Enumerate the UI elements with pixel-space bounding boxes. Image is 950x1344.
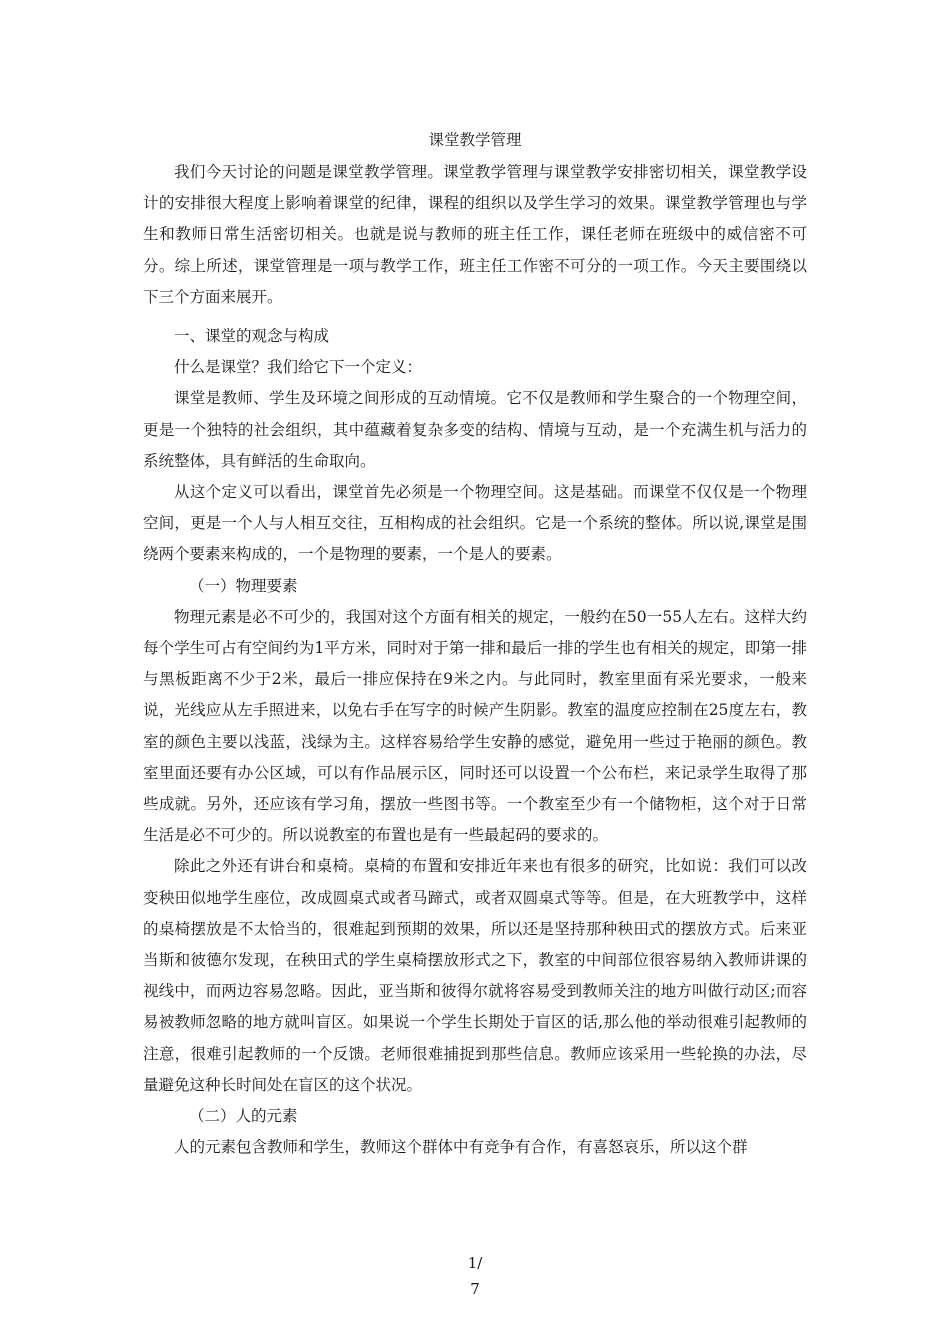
physical-paragraph-2: 除此之外还有讲台和桌椅。桌椅的布置和安排近年来也有很多的研究，比如说：我们可以改变秧田似地学生座位，改成圆桌式或者马蹄式，或者双圆桌式等等。但是，在大班教学中，这样的桌椅摆放是不太恰当的，很难起到预期的效果，所以还是坚持那种秧田式的摆放方式。后来亚当斯和彼德尔发现，在秧田式的学生桌椅摆放形式之下，教室的中间部位很容易纳入教师讲课的视线中，而两边容易忽略。因此，亚当斯和彼得尔就将容易受到教师关注的地方叫做行动区;而容易被教师忽略的地方就叫盲区。如果说一个学生长期处于盲区的话,那么他的举动很难引起教师的注意，很难引起教师的一个反馈。老师很难捕捉到那些信息。教师应该采用一些轮换的办法，尽量避免这种长时间处在盲区的这个状况。	[143, 857, 807, 1094]
page-number-total: 7	[470, 1280, 480, 1298]
physical-paragraph-1: 物理元素是必不可少的，我国对这个方面有相关的规定，一般约在50一55人左右。这样大约每个学生可占有空间约为1平方米，同时对于第一排和最后一排的学生也有相关的规定，即第一排与黑板距离不少于2米，最后一排应保持在9米之内。与此同时，教室里面有采光要求，一般来说，光线应从左手照进来，以免右手在写字的时候产生阴影。教室的温度应控制在25度左右，教室的颜色主要以浅蓝，浅绿为主。这样容易给学生安静的感觉，避免用一些过于艳丽的颜色。教室里面还要有办公区域，可以有作品展示区，同时还可以设置一个公布栏，来记录学生取得了那些成就。另外，还应该有学习角，摆放一些图书等。一个教室至少有一个储物柜，这个对于日常生活是必不可少的。所以说教室的布置也是有一些最起码的要求的。	[143, 607, 807, 845]
definition-paragraph: 课堂是教师、学生及环境之间形成的互动情境。它不仅是教师和学生聚合的一个物理空间，更是一个独特的社会组织，其中蕴藏着复杂多变的结构、情境与互动，是一个充满生机与活力的系统整体，具有鲜活的生命取向。	[143, 389, 807, 470]
section-heading-1: 一、课堂的观念与构成	[174, 327, 330, 346]
intro-paragraph: 我们今天讨论的问题是课堂教学管理。课堂教学管理与课堂教学安排密切相关，课堂教学设计的安排很大程度上影响着课堂的纪律，课程的组织以及学生学习的效果。课堂教学管理也与学生和教师日常生活密切相关。也就是说与教师的班主任工作，课任老师在班级中的威信密不可分。综上所述，课堂管理是一项与教学工作，班主任工作密不可分的一项工作。今天主要围绕以下三个方面来展开。	[143, 163, 807, 306]
page-number	[0, 1250, 950, 1302]
human-paragraph: 人的元素包含教师和学生，教师这个群体中有竞争有合作，有喜怒哀乐，所以这个群	[174, 1138, 748, 1157]
page-number-current: 1/	[467, 1254, 483, 1272]
subsection-heading-human: （二）人的元素	[189, 1107, 298, 1126]
analysis-paragraph: 从这个定义可以看出，课堂首先必须是一个物理空间。这是基础。而课堂不仅仅是一个物理空间，更是一个人与人相互交往，互相构成的社会组织。它是一个系统的整体。所以说,课堂是围绕两个要素来构成的，一个是物理的要素，一个是人的要素。	[143, 483, 807, 564]
subsection-heading-physical: （一）物理要素	[189, 576, 298, 595]
question-line: 什么是课堂？我们给它下一个定义：	[174, 358, 423, 377]
document-body	[143, 124, 807, 1164]
page-title: 课堂教学管理	[428, 131, 522, 149]
